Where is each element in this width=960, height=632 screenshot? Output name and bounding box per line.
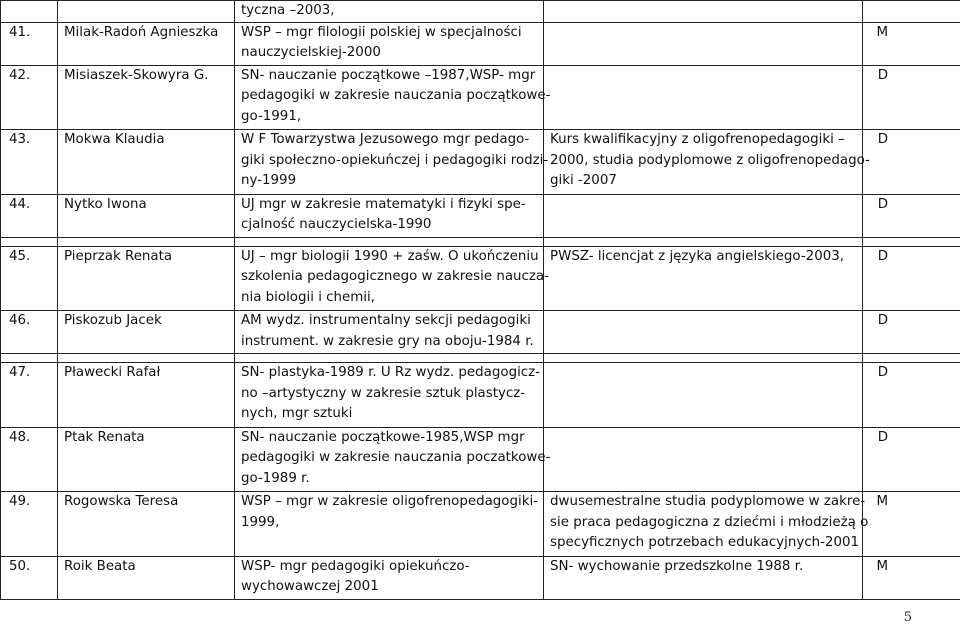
- table-row: [1, 556, 960, 599]
- teacher-name-cell: [58, 492, 235, 556]
- qualification-line: 2000, studia podyplomowe z oligofrenopedago-: [550, 152, 870, 168]
- teacher-name-cell: [58, 427, 235, 491]
- education-cell: [235, 363, 544, 427]
- education-line: go-1991,: [241, 108, 302, 124]
- row-number: 45.: [9, 248, 31, 264]
- education-line: WSP – mgr filologii polskiej w specjalności: [241, 24, 522, 40]
- row-number: 42.: [9, 67, 31, 83]
- row-number: 50.: [9, 558, 31, 574]
- row-spacer: [1, 354, 960, 363]
- row-number: 48.: [9, 429, 31, 445]
- status-code: D: [877, 132, 888, 148]
- education-cell: [235, 22, 544, 65]
- row-number-cell: [1, 1, 58, 23]
- education-line: tyczna –2003,: [241, 3, 335, 18]
- teacher-name: Pieprzak Renata: [64, 248, 173, 264]
- table-row: [1, 492, 960, 556]
- teacher-name: Pławecki Rafał: [64, 365, 161, 381]
- teacher-name-cell: [58, 22, 235, 65]
- table-row: [1, 427, 960, 491]
- education-line: SN- nauczanie początkowe-1985,WSP mgr: [241, 429, 525, 445]
- row-number: 41.: [9, 24, 31, 40]
- table-row: [1, 194, 960, 237]
- table-row: [1, 22, 960, 65]
- table-row: [1, 65, 960, 129]
- status-cell: [863, 311, 960, 354]
- education-line: instrument. w zakresie gry na oboju-1984 r.: [241, 333, 534, 349]
- teacher-name: Rogowska Teresa: [64, 494, 179, 510]
- education-line: SN- plastyka-1989 r. U Rz wydz. pedagogicz-: [241, 365, 541, 381]
- education-cell: [235, 194, 544, 237]
- education-line: nych, mgr sztuki: [241, 406, 353, 422]
- education-line: SN- nauczanie początkowe –1987,WSP- mgr: [241, 67, 536, 83]
- education-cell: [235, 556, 544, 599]
- table-row: [1, 311, 960, 354]
- additional-qualification-cell: [544, 556, 863, 599]
- education-line: go-1989 r.: [241, 470, 310, 486]
- qualification-line: PWSZ- licencjat z języka angielskiego-2003,: [550, 248, 845, 264]
- additional-qualification-cell: [544, 65, 863, 129]
- teacher-name-cell: [58, 65, 235, 129]
- table-row: [1, 363, 960, 427]
- education-line: cjalność nauczycielska-1990: [241, 217, 432, 233]
- education-line: UJ – mgr biologii 1990 + zaśw. O ukończeniu: [241, 248, 539, 264]
- status-cell: [863, 427, 960, 491]
- education-cell: [235, 130, 549, 194]
- table-row: [1, 1, 960, 23]
- row-number-cell: [1, 556, 58, 599]
- additional-qualification-cell: [544, 22, 863, 65]
- education-cell: [235, 246, 549, 310]
- education-cell: [235, 65, 551, 129]
- education-line: pedagogiki w zakresie nauczania początkowe-: [241, 88, 551, 104]
- education-line: wychowawczej 2001: [241, 579, 379, 595]
- education-line: AM wydz. instrumentalny sekcji pedagogiki: [241, 313, 531, 329]
- row-number: 43.: [9, 132, 31, 148]
- education-cell: [235, 1, 544, 23]
- additional-qualification-cell: [544, 194, 863, 237]
- status-code: D: [877, 67, 888, 83]
- row-number-cell: [1, 492, 58, 556]
- teacher-name-cell: [58, 246, 235, 310]
- status-code: D: [877, 429, 888, 445]
- qualification-line: Kurs kwalifikacyjny z oligofrenopedagogiki –: [550, 132, 845, 148]
- teacher-name: Mokwa Klaudia: [64, 132, 165, 148]
- row-number: 49.: [9, 494, 31, 510]
- row-number: 47.: [9, 365, 31, 381]
- teacher-name-cell: [58, 556, 235, 599]
- education-line: ny-1999: [241, 173, 297, 189]
- teacher-name-cell: [58, 130, 235, 194]
- additional-qualification-cell: [544, 1, 863, 23]
- status-cell: [863, 65, 960, 129]
- teacher-name-cell: [58, 1, 235, 23]
- row-spacer: [1, 237, 960, 246]
- row-number-cell: [1, 65, 58, 129]
- education-line: szkolenia pedagogicznego w zakresie naucza-: [241, 269, 549, 285]
- row-number-cell: [1, 194, 58, 237]
- row-number: 46.: [9, 313, 31, 329]
- status-cell: [863, 363, 960, 427]
- status-cell: [863, 1, 960, 23]
- education-line: no –artystyczny w zakresie sztuk plastycz-: [241, 385, 526, 401]
- status-cell: [863, 492, 960, 556]
- additional-qualification-cell: [544, 427, 863, 491]
- education-cell: [235, 492, 544, 556]
- additional-qualification-cell: [544, 363, 863, 427]
- education-line: W F Towarzystwa Jezusowego mgr pedago-: [241, 132, 530, 148]
- status-cell: [863, 130, 960, 194]
- education-line: giki społeczno-opiekuńczej i pedagogiki rodzi-: [241, 152, 549, 168]
- teacher-name: Ptak Renata: [64, 429, 145, 445]
- row-number: 44.: [9, 196, 31, 212]
- status-code: D: [877, 365, 888, 381]
- status-code: M: [876, 558, 888, 574]
- qualification-line: giki -2007: [550, 173, 617, 189]
- row-number-cell: [1, 311, 58, 354]
- page-number: 5: [903, 610, 912, 625]
- additional-qualification-cell: [544, 246, 863, 310]
- additional-qualification-cell: [544, 311, 863, 354]
- table-row: [1, 130, 960, 194]
- status-code: M: [876, 24, 888, 40]
- row-number-cell: [1, 246, 58, 310]
- qualification-line: dwusemestralne studia podyplomowe w zakre-: [550, 494, 866, 510]
- qualification-line: SN- wychowanie przedszkolne 1988 r.: [550, 558, 804, 574]
- education-line: pedagogiki w zakresie nauczania poczatkowe-: [241, 450, 551, 466]
- qualification-line: sie praca pedagogiczna z dziećmi i młodzieżą o: [550, 514, 869, 530]
- teacher-name-cell: [58, 194, 235, 237]
- education-line: nia biologii i chemii,: [241, 289, 375, 305]
- row-number-cell: [1, 22, 58, 65]
- teacher-name: Milak-Radoń Agnieszka: [64, 24, 219, 40]
- teacher-name: Nytko Iwona: [64, 196, 147, 212]
- teacher-name-cell: [58, 363, 235, 427]
- education-line: UJ mgr w zakresie matematyki i fizyki spe-: [241, 196, 526, 212]
- education-line: 1999,: [241, 514, 280, 530]
- teacher-name-cell: [58, 311, 235, 354]
- teacher-name: Misiaszek-Skowyra G.: [64, 67, 209, 83]
- education-line: WSP – mgr w zakresie oligofrenopedagogiki-: [241, 494, 538, 510]
- status-code: D: [877, 313, 888, 329]
- row-number-cell: [1, 130, 58, 194]
- status-cell: [863, 194, 960, 237]
- education-cell: [235, 427, 551, 491]
- status-cell: [863, 22, 960, 65]
- status-code: D: [877, 248, 888, 264]
- status-code: M: [876, 494, 888, 510]
- row-number-cell: [1, 427, 58, 491]
- status-code: D: [877, 196, 888, 212]
- education-line: nauczycielskiej-2000: [241, 45, 381, 60]
- additional-qualification-cell: [544, 130, 870, 194]
- row-number-cell: [1, 363, 58, 427]
- teacher-name: Piskozub Jacek: [64, 313, 162, 329]
- status-cell: [863, 246, 960, 310]
- status-cell: [863, 556, 960, 599]
- additional-qualification-cell: [544, 492, 869, 556]
- education-line: WSP- mgr pedagogiki opiekuńczo-: [241, 558, 470, 574]
- education-cell: [235, 311, 544, 354]
- table-row: [1, 246, 960, 310]
- teacher-name: Roik Beata: [64, 558, 136, 574]
- qualification-line: specyficznych potrzebach edukacyjnych-2001: [550, 535, 859, 551]
